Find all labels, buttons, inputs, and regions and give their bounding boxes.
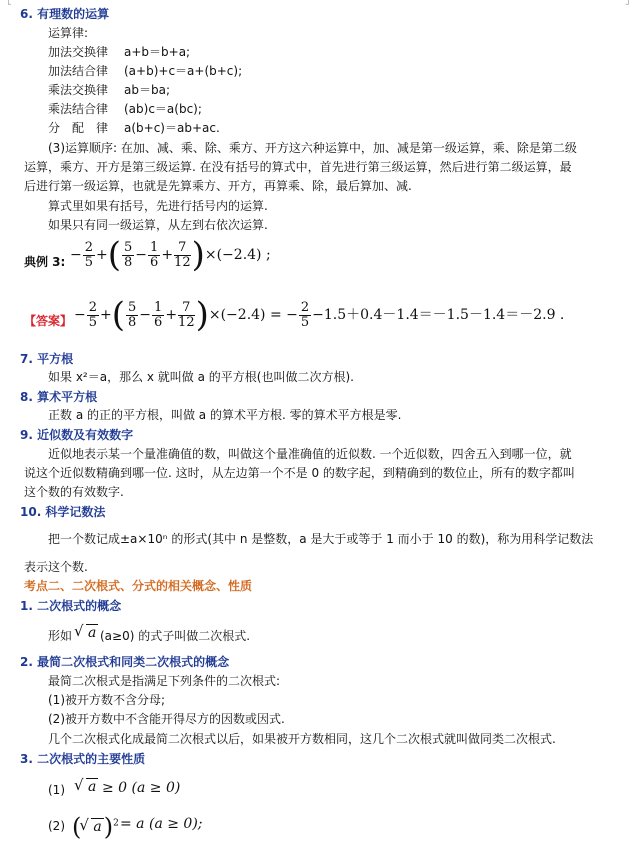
k1-prefix: 形如 bbox=[48, 629, 73, 643]
property-1-sqrt: √ a bbox=[76, 779, 98, 795]
sqrt-a: √ a bbox=[76, 625, 98, 641]
page-corner-mark: └ bbox=[6, 0, 11, 9]
answer-tail: −1.5＋0.4－1.4＝－1.5－1.4＝－2.9 . bbox=[312, 307, 565, 323]
section-9-title: 9. 近似数及有效数字 bbox=[20, 428, 134, 442]
property-1-expr: ≥ 0 (a ≥ 0) bbox=[102, 780, 181, 796]
section-9-text: 近似地表示某一个量准确值的数，叫做这个量准确值的近似数. 一个近似数，四舍五入到哪一位，就 bbox=[48, 447, 572, 461]
paragraph: 如果只有同一级运算，从左到右依次运算. bbox=[48, 218, 268, 232]
law-expr: (ab)c＝a(bc); bbox=[124, 102, 202, 116]
example-formula: − $\frac{2}{5}$ +( $\frac{5}{8}$ − $\frac{1}{6}$ + $\frac{7}{12}$ )×(−2.4) ; bbox=[70, 235, 271, 275]
property-1-label: (1) bbox=[48, 783, 65, 797]
law-expr: ab＝ba; bbox=[124, 83, 170, 97]
section-7-title: 7. 平方根 bbox=[20, 352, 74, 366]
k1-title: 1. 二次根式的概念 bbox=[20, 599, 122, 613]
property-2-label: (2) bbox=[48, 819, 65, 833]
section-7-body: 如果 x²＝a，那么 x 就叫做 a 的平方根(也叫做二次方根). bbox=[48, 370, 354, 384]
k2-title: 2. 最简二次根式和同类二次根式的概念 bbox=[20, 655, 230, 669]
topic-2-title: 考点二、二次根式、分式的相关概念、性质 bbox=[24, 579, 253, 593]
section-10-text: 表示这个数. bbox=[24, 560, 88, 574]
example-label: 典例 3: bbox=[24, 255, 66, 269]
k2-text: (2)被开方数中不含能开得尽方的因数或因式. bbox=[48, 712, 285, 726]
law-expr: a+b＝b+a; bbox=[124, 45, 191, 59]
law-expr: a(b+c)＝ab+ac. bbox=[124, 121, 220, 135]
paragraph: 算式里如果有括号，先进行括号内的运算. bbox=[48, 199, 268, 213]
order-text: 后进行第一级运算，也就是先算乘方、开方，再算乘、除，最后算加、减. bbox=[24, 179, 412, 193]
k2-text: 几个二次根式化成最简二次根式以后，如果被开方数相同，这几个二次根式就叫做同类二次根式. bbox=[48, 732, 556, 746]
section-9-text: 这个数的有效数字. bbox=[24, 485, 124, 499]
law-heading: 运算律: bbox=[48, 26, 89, 40]
law-expr: (a+b)+c＝a+(b+c); bbox=[124, 64, 243, 78]
section-10-text: 把一个数记成±a×10ⁿ 的形式(其中 n 是整数，a 是大于或等于 1 而小于 10 的数)，称为用科学记数法 bbox=[48, 532, 594, 546]
answer-label: 【答案】 bbox=[24, 314, 73, 328]
answer-formula: − $\frac{2}{5}$ +( $\frac{5}{8}$ − $\frac{1}{6}$ + $\frac{7}{12}$ )×(−2.4) = − $\frac{2}{5}$ −1.5＋0.4－1.4＝－1.5－1.4＝－2.9 . bbox=[74, 295, 565, 335]
law-name: 分 配 律 bbox=[48, 121, 109, 135]
section-8-body: 正数 a 的正的平方根，叫做 a 的算术平方根. 零的算术平方根是零. bbox=[48, 408, 402, 422]
order-text: (3)运算顺序: 在加、减、乘、除、乘方、开方这六种运算中，加、减是第一级运算，乘、除是第二级 bbox=[48, 141, 577, 155]
section-6-title: 6. 有理数的运算 bbox=[20, 7, 110, 21]
k3-title: 3. 二次根式的主要性质 bbox=[20, 752, 146, 766]
law-name: 加法交换律 bbox=[48, 45, 109, 59]
k2-text: (1)被开方数不含分母; bbox=[48, 693, 166, 707]
property-2-expr: = a (a ≥ 0); bbox=[120, 816, 203, 832]
page-corner-mark: ┘ bbox=[626, 0, 631, 9]
k1-body: (a≥0) 的式子叫做二次根式. bbox=[100, 629, 251, 643]
law-name: 乘法结合律 bbox=[48, 102, 109, 116]
section-8-title: 8. 算术平方根 bbox=[20, 390, 98, 404]
law-name: 加法结合律 bbox=[48, 64, 109, 78]
k2-text: 最简二次根式是指满足下列条件的二次根式: bbox=[48, 674, 281, 688]
law-name: 乘法交换律 bbox=[48, 83, 109, 97]
section-10-title: 10. 科学记数法 bbox=[20, 505, 106, 519]
section-9-text: 说这个近似数精确到哪一位. 这时，从左边第一个不是 0 的数字起，到精确到的数位止，所有的数字都叫 bbox=[24, 466, 575, 480]
property-2-sqrt-squared: (√ a)$^2$ bbox=[72, 810, 119, 844]
order-text: 运算，乘方、开方是第三级运算. 在没有括号的算式中，首先进行第三级运算，然后进行第二级运算，最 bbox=[24, 160, 572, 174]
